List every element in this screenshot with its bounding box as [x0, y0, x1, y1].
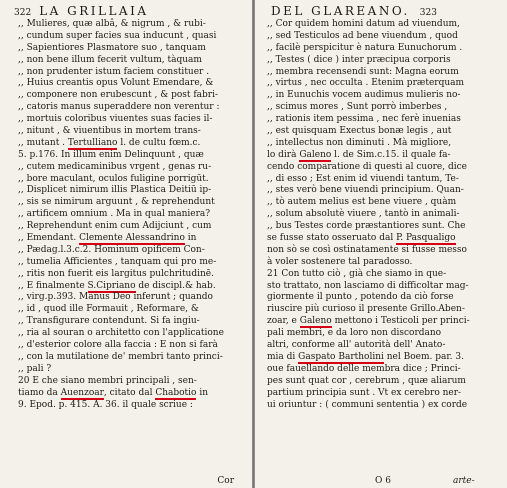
text-span: , citato dal — [103, 387, 156, 398]
text-line — [267, 233, 499, 245]
text-line — [18, 138, 244, 150]
text-line — [18, 304, 244, 316]
text-span: oue fauellando delle membra dice ; Princi- — [267, 363, 461, 374]
text-span: ,, ritis non fuerit eis largitus pulchritudinē. — [18, 268, 214, 279]
text-span: ,, mutant . — [18, 137, 68, 148]
text-line — [267, 150, 499, 162]
text-line — [18, 185, 244, 197]
text-line — [267, 55, 499, 67]
text-span: ,, Sapientiores Plasmatore suo , tanquam — [18, 42, 206, 53]
text-span: ,, sed Testiculos ad bene viuendum , quod — [267, 30, 458, 41]
text-line — [18, 233, 244, 245]
text-line — [18, 67, 244, 79]
text-span: tiamo da — [18, 387, 61, 398]
text-line — [18, 340, 244, 352]
signature-mark: O 6 — [375, 476, 391, 486]
text-span: ,, Mulieres, quæ albâ, & nigrum , & rubi- — [18, 19, 206, 29]
text-span: ,, intellectus non diminuti . Mà migliore, — [267, 137, 452, 148]
text-span: ,, bore maculant, oculos fuligine porrigūt. — [18, 173, 209, 184]
right-page-footer — [375, 476, 475, 486]
text-span: l. de cultu fœm.c. — [117, 137, 201, 148]
text-line — [267, 340, 499, 352]
text-span: ,, nitunt , & viuentibus in mortem trans- — [18, 126, 201, 137]
text-span: ,, virg.p.393. Manus Deo inferunt ; quando — [18, 292, 213, 303]
text-span: ,, Emendant. — [18, 233, 80, 244]
left-catchword: Cor — [217, 476, 234, 486]
text-line — [267, 245, 499, 257]
text-line — [18, 19, 244, 31]
text-line — [18, 31, 244, 43]
right-catchword: arte- — [452, 476, 475, 486]
text-span: ,, Reprehendunt enim cum Adijciunt , cum — [18, 221, 212, 232]
text-span: ,, Cor quidem homini datum ad viuendum, — [267, 19, 460, 29]
text-span: zoar, e — [267, 316, 300, 327]
text-span: non sò se così ostinatamente si fusse messo — [267, 244, 467, 255]
text-span: ,, tumelia Afficientes , tanquam qui pro me- — [18, 256, 217, 267]
text-span: ,, E finalmente — [18, 280, 88, 291]
text-span: cendo comparatione di questi al cuore, dice — [267, 161, 467, 172]
text-span: giormente il punto , potendo da ciò forse — [267, 292, 454, 303]
text-span: ,, rationis item pessima , nec ferè inuenias — [267, 114, 461, 125]
text-line — [267, 31, 499, 43]
text-line — [267, 197, 499, 209]
text-span: ,, bus Testes corde præstantiores sunt. Che — [267, 221, 466, 232]
text-span: ,, Displicet nimirum illis Plastica Deitiū ip- — [18, 185, 212, 196]
text-span: ,, non prudenter istum faciem constituer . — [18, 66, 210, 77]
text-span: ,, cutem medicaminibus vrgent , genas ru- — [18, 161, 212, 172]
text-span: ,, di esso ; Est enim id viuendi tantum, Te- — [267, 173, 459, 184]
text-span: 21 Con tutto ciò , già che siamo in que- — [267, 268, 447, 279]
text-span: altri, conforme all' autorità dell' Anato- — [267, 340, 446, 351]
text-line — [267, 388, 499, 400]
text-line — [267, 126, 499, 138]
text-line — [18, 78, 244, 90]
text-line — [18, 352, 244, 364]
text-span: ui oriuntur : ( communi sententia ) ex corde — [267, 399, 468, 410]
underlined-citation: Auenzoar — [60, 387, 104, 398]
text-line — [18, 328, 244, 340]
text-span: 9. Epod. p. 415. A. 36. il quale scriue : — [18, 399, 193, 410]
text-span: ,, con la mutilatione de' membri tanto princi- — [18, 351, 223, 362]
underlined-citation: Clemente Alessandrino — [79, 233, 185, 244]
text-line — [267, 400, 499, 412]
text-span: ,, artificem omnium . Ma in qual maniera? — [18, 209, 211, 220]
text-span: ,, Huius creantis opus Volunt Emendare, & — [18, 78, 214, 89]
underlined-citation: Galeno — [299, 316, 332, 327]
text-line — [18, 388, 244, 400]
text-span: ,, Testes ( dice ) inter præcipua corporis — [267, 54, 451, 65]
text-span: lo dirà — [267, 149, 300, 160]
text-line — [267, 281, 499, 293]
underlined-citation: P. Pasqualigo — [396, 233, 456, 244]
underlined-citation: Chabotio — [155, 387, 197, 398]
text-line — [18, 257, 244, 269]
text-span: riuscire più curioso il presente Grillo.Aben- — [267, 304, 465, 315]
right-text-block — [267, 19, 499, 411]
text-span: pali membri, e da loro non discordano — [267, 328, 442, 339]
text-line — [18, 209, 244, 221]
text-line — [267, 221, 499, 233]
text-span: ,, d'esterior colore alla faccia : E non si farà — [18, 340, 218, 351]
text-line — [267, 352, 499, 364]
text-span: ,, Pædag.l.3.c.2. Hominum opificem Con- — [18, 244, 205, 255]
text-span: ,, catoris manus superaddere non verentur : — [18, 102, 220, 113]
left-page-number: 322 — [14, 8, 32, 18]
text-line — [267, 138, 499, 150]
left-header-title: LA GRILLAIA — [39, 4, 149, 18]
text-line — [18, 162, 244, 174]
text-span: ,, non bene illum fecerit vultum, tàquam — [18, 54, 202, 65]
text-line — [18, 221, 244, 233]
text-span: mia di — [267, 351, 299, 362]
underlined-citation: Tertulliano — [67, 137, 118, 148]
text-span: ,, pali ? — [18, 363, 52, 374]
text-line — [267, 19, 499, 31]
text-span: ,, est quisquam Exectus bonæ legis , aut — [267, 126, 452, 137]
text-line — [18, 197, 244, 209]
text-line — [267, 102, 499, 114]
text-span: 20 E che siano membri principali , sen- — [18, 375, 197, 386]
text-span: ,, id , quod ille Formauit , Reformare, & — [18, 304, 199, 315]
text-span: sto trattato, non lasciamo di difficoltar mag- — [267, 280, 469, 291]
text-line — [267, 376, 499, 388]
left-text-block — [18, 19, 244, 411]
text-line — [18, 316, 244, 328]
text-span: ,, stes verò bene viuendi principium. Quan- — [267, 185, 464, 196]
text-span: se fusse stato osseruato dal — [267, 233, 397, 244]
text-span: ,, sis se nimirum arguunt , & reprehendunt — [18, 197, 215, 208]
text-line — [18, 43, 244, 55]
text-span: ,, Transfigurare contendunt. Si fa ingiu- — [18, 316, 200, 327]
text-span: ,, componere non erubescunt , & post fabri- — [18, 90, 219, 101]
text-line — [267, 292, 499, 304]
text-span: ,, facilè perspicitur è natura Eunuchorum . — [267, 42, 463, 53]
text-span: ,, scimus mores , Sunt porrò imberbes , — [267, 102, 448, 113]
text-span: 5. p.176. In illum enim Delinquunt , quæ — [18, 149, 204, 160]
text-line — [267, 209, 499, 221]
text-line — [267, 316, 499, 328]
text-span: ,, mortuis coloribus viuentes suas facies il- — [18, 114, 213, 125]
right-header-title: DEL GLAREANO. — [271, 4, 410, 18]
text-line — [267, 185, 499, 197]
text-line — [18, 102, 244, 114]
text-line — [267, 304, 499, 316]
text-span: in — [184, 233, 197, 244]
text-line — [18, 364, 244, 376]
right-page-number: 323 — [419, 8, 437, 18]
left-page — [0, 0, 252, 488]
text-line — [18, 55, 244, 67]
left-running-head — [14, 4, 149, 18]
text-span: pes sunt quat cor , cerebrum , quæ aliarum — [267, 375, 466, 386]
text-span: ,, virtus , nec occulta . Etenim præterquam — [267, 78, 465, 89]
text-span: ,, cundum super facies sua inducunt , quasi — [18, 30, 217, 41]
text-span: de discipl.& hab. — [135, 280, 216, 291]
underlined-citation: S.Cipriano — [87, 280, 136, 291]
text-line — [18, 150, 244, 162]
text-span: l. de Sim.c.15. il quale fa- — [331, 149, 451, 160]
text-line — [267, 269, 499, 281]
text-span: ,, solum absolutè viuere , tantò in animali- — [267, 209, 460, 220]
text-line — [267, 162, 499, 174]
text-line — [267, 43, 499, 55]
text-span: mettono i Testicoli per princi- — [331, 316, 470, 327]
text-line — [18, 269, 244, 281]
text-line — [18, 281, 244, 293]
text-span: à voler sostenere tal paradosso. — [267, 256, 413, 267]
underlined-citation: Galeno — [299, 149, 332, 160]
text-line — [18, 174, 244, 186]
text-span: partium principia sunt . Vt ex cerebro ner- — [267, 387, 462, 398]
text-line — [267, 67, 499, 79]
text-span: nel Boem. par. 3. — [383, 351, 464, 362]
text-line — [18, 126, 244, 138]
text-line — [267, 328, 499, 340]
text-span: ,, membra recensendi sunt: Magna eorum — [267, 66, 459, 77]
text-span: ,, in Eunuchis vocem audimus mulieris no- — [267, 90, 461, 101]
text-line — [267, 174, 499, 186]
text-line — [267, 364, 499, 376]
text-line — [18, 292, 244, 304]
text-line — [18, 90, 244, 102]
text-line — [18, 376, 244, 388]
text-span: ,, tò autem melius est bene viuere , quàm — [267, 197, 457, 208]
text-span: in — [196, 387, 209, 398]
text-span: ,, ria al souran o architetto con l'applicatione — [18, 328, 224, 339]
text-line — [267, 78, 499, 90]
underlined-citation: Gaspato Bartholini — [298, 351, 384, 362]
text-line — [18, 114, 244, 126]
right-page — [255, 0, 507, 488]
right-running-head — [271, 4, 437, 18]
text-line — [267, 114, 499, 126]
text-line — [267, 257, 499, 269]
text-line — [18, 245, 244, 257]
text-line — [18, 400, 244, 412]
text-line — [267, 90, 499, 102]
